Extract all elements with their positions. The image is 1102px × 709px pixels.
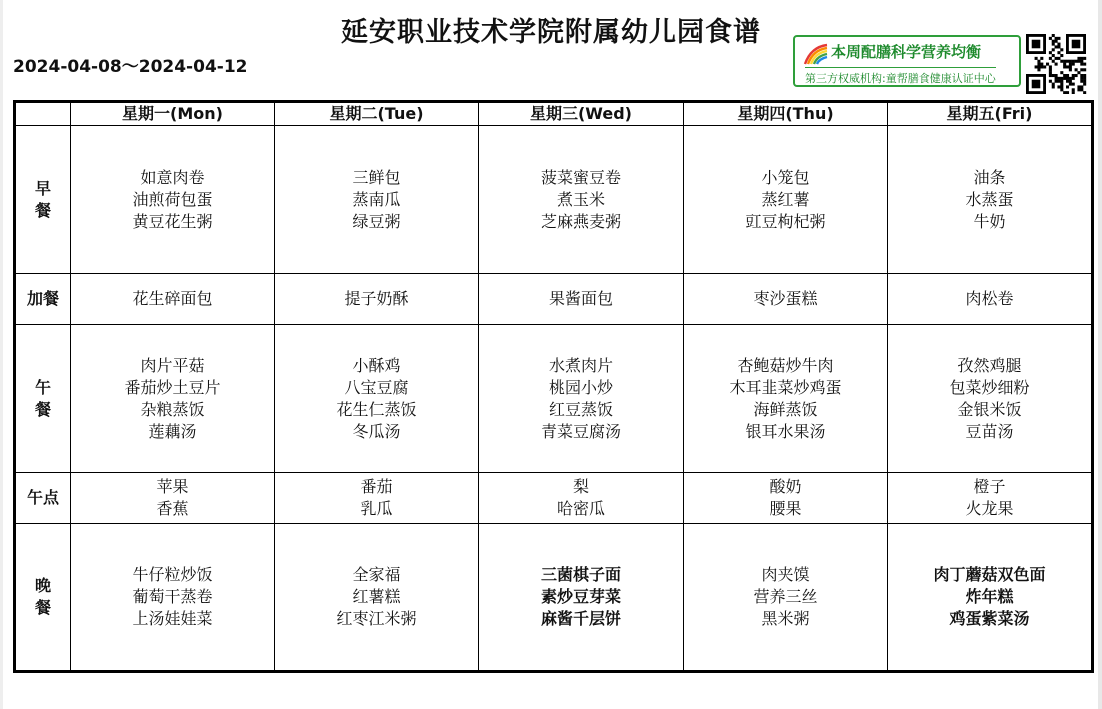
menu-cell: [479, 126, 684, 274]
page-title: 延安职业技术学院附属幼儿园食谱: [341, 17, 761, 48]
menu-cell: [888, 473, 1093, 524]
qr-code-icon: [1026, 34, 1088, 94]
dish-item: 豆苗汤: [965, 421, 1014, 441]
dish-item: 腰果: [769, 499, 802, 518]
dish-item: 营养三丝: [753, 587, 818, 606]
dish-item: 菠菜蜜豆卷: [540, 167, 621, 187]
dish-item: 炸年糕: [965, 587, 1014, 606]
dish-item: 牛奶: [973, 211, 1006, 231]
date-range: 2024-04-08～2024-04-12: [13, 57, 248, 77]
dish-item: 银耳水果汤: [745, 421, 826, 441]
menu-cell: [479, 325, 684, 473]
menu-table: [13, 100, 1094, 673]
dish-item: 乳瓜: [360, 499, 393, 518]
menu-cell: [479, 473, 684, 524]
dish-item: 小酥鸡: [352, 355, 401, 375]
dish-item: 三菌棋子面: [540, 565, 621, 584]
menu-cell: [684, 274, 888, 325]
header-row: [15, 102, 1093, 126]
menu-cell: [888, 126, 1093, 274]
nutrition-badge: [793, 35, 1021, 87]
dish-item: 番茄: [360, 477, 393, 496]
meal-row: [15, 126, 1093, 274]
menu-cell: [479, 274, 684, 325]
dish-item: 煮玉米: [556, 189, 605, 209]
dish-item: 肉片平菇: [140, 355, 205, 375]
menu-cell: [684, 524, 888, 672]
left-edge: [0, 0, 3, 709]
dish-item: 豇豆枸杞粥: [745, 211, 826, 231]
dish-item: 肉夹馍: [761, 565, 810, 584]
dish-item: 素炒豆芽菜: [540, 587, 621, 606]
meal-label: [15, 524, 71, 672]
badge-subline: 第三方权威机构:童帮膳食健康认证中心: [805, 67, 996, 86]
badge-headline: 本周配膳科学营养均衡: [831, 43, 982, 61]
dish-item: 木耳韭菜炒鸡蛋: [729, 377, 842, 397]
dish-item: 黄豆花生粥: [132, 211, 213, 231]
dish-item: 花生仁蒸饭: [336, 399, 417, 419]
dish-item: 红薯糕: [352, 587, 401, 606]
dish-item: 青菜豆腐汤: [540, 421, 621, 441]
meal-label-text: 晚餐: [34, 576, 51, 617]
dish-item: 油煎荷包蛋: [132, 189, 213, 209]
dish-item: 如意肉卷: [140, 167, 205, 187]
dish-item: 橙子: [973, 477, 1006, 496]
dish-item: 芝麻燕麦粥: [540, 211, 621, 231]
dish-item: 冬瓜汤: [352, 421, 401, 441]
dish-item: 火龙果: [965, 499, 1014, 518]
dish-item: 杏鲍菇炒牛肉: [737, 355, 834, 375]
dish-item: 酸奶: [769, 477, 802, 496]
dish-item: 八宝豆腐: [344, 377, 409, 397]
dish-item: 肉松卷: [965, 289, 1014, 308]
meal-row: [15, 473, 1093, 524]
meal-label: [15, 274, 71, 325]
dish-item: 红豆蒸饭: [548, 399, 613, 419]
meal-label-text: 加餐: [26, 289, 59, 308]
dish-item: 小笼包: [761, 167, 810, 187]
menu-cell: [71, 524, 275, 672]
menu-cell: [275, 473, 479, 524]
menu-cell: [888, 524, 1093, 672]
day-header: 星期一(Mon): [71, 102, 275, 126]
meal-label-text: 午点: [26, 488, 59, 507]
dish-item: 桃园小炒: [548, 377, 613, 397]
menu-cell: [71, 126, 275, 274]
menu-cell: [275, 126, 479, 274]
day-header: 星期五(Fri): [888, 102, 1093, 126]
dish-item: 蒸南瓜: [352, 189, 401, 209]
dish-item: 水蒸蛋: [965, 189, 1014, 209]
dish-item: 全家福: [352, 565, 401, 584]
menu-cell: [71, 473, 275, 524]
meal-label-text: 早餐: [34, 178, 51, 220]
menu-cell: [71, 325, 275, 473]
dish-item: 莲藕汤: [148, 421, 197, 441]
dish-item: 金银米饭: [957, 399, 1022, 419]
dish-item: 提子奶酥: [344, 289, 409, 308]
day-header: 星期二(Tue): [275, 102, 479, 126]
day-header: 星期四(Thu): [684, 102, 888, 126]
dish-item: 三鲜包: [352, 167, 401, 187]
dish-item: 孜然鸡腿: [957, 355, 1022, 375]
dish-item: 葡萄干蒸卷: [132, 587, 213, 606]
menu-cell: [888, 274, 1093, 325]
menu-cell: [71, 274, 275, 325]
menu-cell: [275, 274, 479, 325]
meal-label: [15, 126, 71, 274]
dish-item: 水煮肉片: [548, 355, 613, 375]
menu-cell: [684, 473, 888, 524]
dish-item: 肉丁蘑菇双色面: [933, 565, 1046, 584]
dish-item: 黑米粥: [761, 609, 810, 628]
dish-item: 哈密瓜: [556, 499, 605, 518]
meal-row: [15, 274, 1093, 325]
dish-item: 海鲜蒸饭: [753, 399, 818, 419]
dish-item: 鸡蛋紫菜汤: [949, 609, 1030, 628]
dish-item: 牛仔粒炒饭: [132, 565, 213, 584]
menu-cell: [684, 126, 888, 274]
corner-cell: [15, 102, 71, 126]
dish-item: 油条: [973, 167, 1006, 187]
menu-cell: [684, 325, 888, 473]
meal-row: [15, 325, 1093, 473]
dish-item: 杂粮蒸饭: [140, 399, 205, 419]
meal-row: [15, 524, 1093, 672]
menu-cell: [479, 524, 684, 672]
rainbow-logo-icon: [803, 43, 829, 65]
dish-item: 梨: [572, 477, 589, 496]
dish-item: 番茄炒土豆片: [124, 377, 221, 397]
meal-label: [15, 473, 71, 524]
menu-cell: [888, 325, 1093, 473]
right-scrollbar[interactable]: [1098, 0, 1102, 709]
meal-label-text: 午餐: [34, 377, 51, 419]
dish-item: 枣沙蛋糕: [753, 289, 818, 308]
dish-item: 绿豆粥: [352, 211, 401, 231]
dish-item: 包菜炒细粉: [949, 377, 1030, 397]
dish-item: 香蕉: [156, 499, 189, 518]
dish-item: 麻酱千层饼: [540, 609, 621, 628]
day-header: 星期三(Wed): [479, 102, 684, 126]
dish-item: 苹果: [156, 477, 189, 496]
dish-item: 上汤娃娃菜: [132, 609, 213, 628]
dish-item: 蒸红薯: [761, 189, 810, 209]
dish-item: 果酱面包: [548, 289, 613, 308]
meal-label: [15, 325, 71, 473]
menu-cell: [275, 325, 479, 473]
dish-item: 花生碎面包: [132, 289, 213, 308]
menu-cell: [275, 524, 479, 672]
dish-item: 红枣江米粥: [336, 609, 417, 628]
